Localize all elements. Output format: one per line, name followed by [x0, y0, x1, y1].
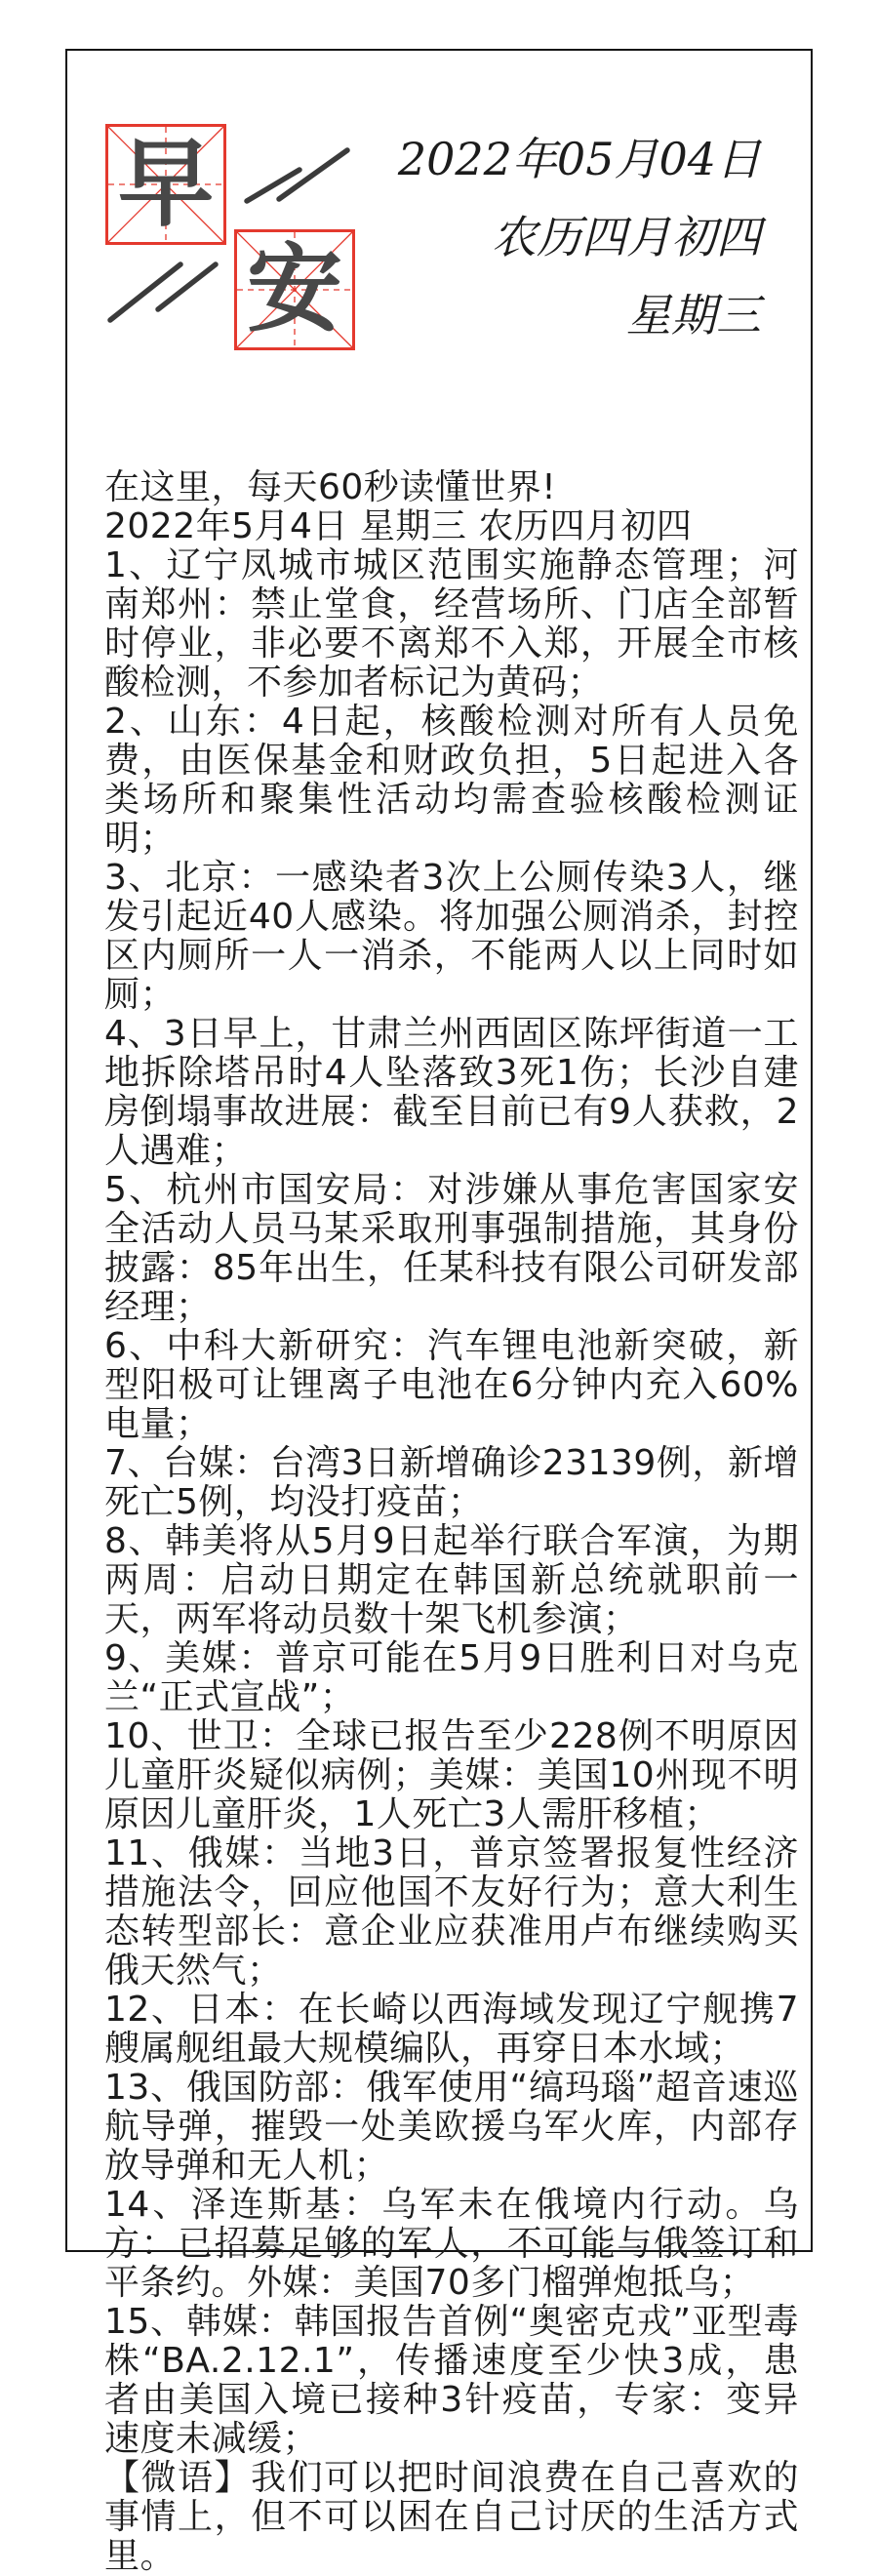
date-gregorian: 2022年05月04日: [397, 133, 761, 185]
an-character: 安: [246, 234, 342, 345]
intro-date-line: 2022年5月4日 星期三 农历四月初四: [104, 506, 693, 546]
slash-marks-icon: [239, 144, 354, 205]
weiyu-quote: 【微语】我们可以把时间浪费在自己喜欢的事情上，但不可以困在自己讨厌的生活方式里。: [104, 2458, 799, 2576]
news-item: 10、世卫：全球已报告至少228例不明原因儿童肝炎疑似病例；美媒：美国10州现不明原因儿童肝炎，1人死亡3人需肝移植；: [104, 1716, 799, 1834]
date-block: [371, 120, 761, 354]
an-grid-box: [234, 229, 355, 350]
news-item: 12、日本：在长崎以西海域发现辽宁舰携7艘属舰组最大规模编队，再穿日本水域；: [104, 1990, 799, 2069]
news-item: 2、山东：4日起，核酸检测对所有人员免费，由医保基金和财政负担，5日起进入各类场所和聚集性活动均需查验核酸检测证明；: [104, 702, 799, 859]
news-item: 8、韩美将从5月9日起举行联合军演，为期两周：启动日期定在韩国新总统就职前一天，两军将动员数十架飞机参演；: [104, 1521, 799, 1639]
date-lunar: 农历四月初四: [492, 211, 761, 263]
news-item: 1、辽宁凤城市城区范围实施静态管理；河南郑州：禁止堂食，经营场所、门店全部暂时停业，非必要不离郑不入郑，开展全市核酸检测，不参加者标记为黄码；: [104, 545, 799, 703]
intro-line: 在这里，每天60秒读懂世界!: [104, 467, 557, 507]
news-item: 4、3日早上，甘肃兰州西固区陈坪街道一工地拆除塔吊时4人坠落致3死1伤；长沙自建房倒塌事故进展：截至目前已有9人获救，2人遇难；: [104, 1014, 799, 1171]
news-item: 6、中科大新研究：汽车锂电池新突破，新型阳极可让锂离子电池在6分钟内充入60%电量；: [104, 1326, 799, 1444]
news-body: [104, 468, 799, 2576]
news-item: 9、美媒：普京可能在5月9日胜利日对乌克兰“正式宣战”；: [104, 1638, 799, 1717]
news-item: 3、北京：一感染者3次上公厕传染3人，继发引起近40人感染。将加强公厕消杀，封控区内厕所一人一消杀，不能两人以上同时如厕；: [104, 858, 799, 1015]
news-item: 11、俄媒：当地3日，普京签署报复性经济措施法令，回应他国不友好行为；意大利生态转型部长：意企业应获准用卢布继续购买俄天然气；: [104, 1833, 799, 1991]
slash-marks-icon: [102, 257, 224, 325]
date-weekday: 星期三: [626, 289, 761, 342]
news-item: 7、台媒：台湾3日新增确诊23139例，新增死亡5例，均没打疫苗；: [104, 1443, 799, 1522]
news-item: 5、杭州市国安局：对涉嫌从事危害国家安全活动人员马某采取刑事强制措施，其身份披露：85年出生，任某科技有限公司研发部经理；: [104, 1170, 799, 1327]
zao-grid-box: [105, 124, 226, 245]
news-item: 13、俄国防部：俄军使用“缟玛瑙”超音速巡航导弹，摧毁一处美欧援乌军火库，内部存放导弹和无人机；: [104, 2068, 799, 2186]
news-item: 14、泽连斯基：乌军未在俄境内行动。乌方：已招募足够的军人，不可能与俄签订和平条约。外媒：美国70多门榴弹炮抵乌；: [104, 2185, 799, 2303]
news-item: 15、韩媒：韩国报告首例“奥密克戎”亚型毒株“BA.2.12.1”，传播速度至少快3成，患者由美国入境已接种3针疫苗，专家：变异速度未减缓；: [104, 2302, 799, 2459]
zao-character: 早: [117, 129, 214, 240]
